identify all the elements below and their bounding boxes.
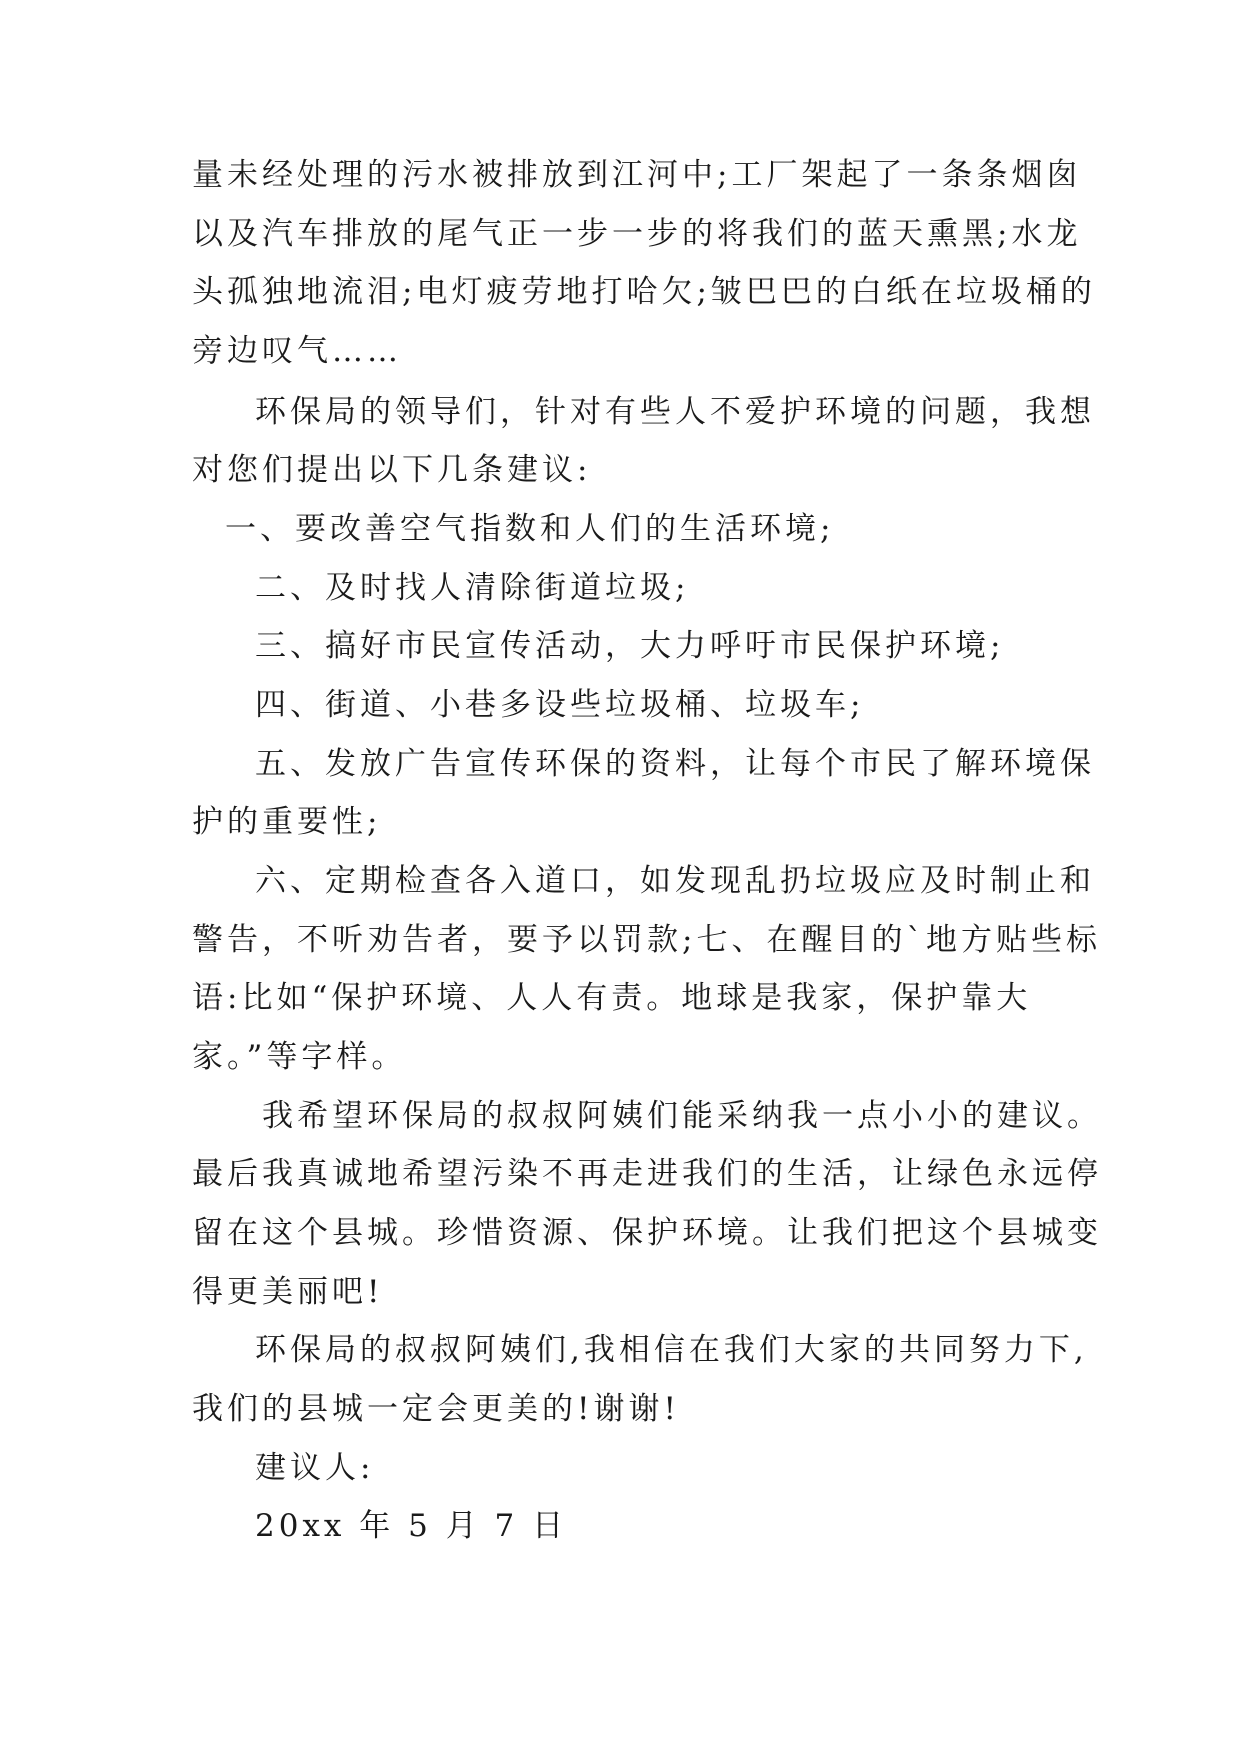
list-item-3: 三、搞好市民宣传活动，大力呼吁市民保护环境; bbox=[255, 628, 1005, 664]
list-item-4: 四、街道、小巷多设些垃圾桶、垃圾车; bbox=[255, 687, 865, 723]
text-line: 得更美丽吧! bbox=[192, 1274, 384, 1310]
text-line: 护的重要性; bbox=[192, 804, 382, 840]
text-line: 环保局的叔叔阿姨们,我相信在我们大家的共同努力下, bbox=[255, 1332, 1088, 1368]
text-line: 语:比如“保护环境、人人有责。地球是我家，保护靠大 bbox=[192, 980, 1032, 1016]
text-line: 家。”等字样。 bbox=[192, 1039, 407, 1075]
text-line: 环保局的领导们，针对有些人不爱护环境的问题，我想 bbox=[255, 394, 1095, 430]
signature-label: 建议人: bbox=[255, 1450, 375, 1486]
text-line: 我们的县城一定会更美的!谢谢! bbox=[192, 1391, 680, 1427]
text-line: 以及汽车排放的尾气正一步一步的将我们的蓝天熏黑;水龙 bbox=[192, 216, 1082, 252]
text-line: 我希望环保局的叔叔阿姨们能采纳我一点小小的建议。 bbox=[262, 1098, 1102, 1134]
list-item-6: 六、定期检查各入道口，如发现乱扔垃圾应及时制止和 bbox=[255, 863, 1095, 899]
list-item-1: 一、要改善空气指数和人们的生活环境; bbox=[225, 511, 835, 547]
list-item-2: 二、及时找人清除街道垃圾; bbox=[255, 570, 690, 606]
text-line: 留在这个县城。珍惜资源、保护环境。让我们把这个县城变 bbox=[192, 1215, 1102, 1251]
date-line: 20xx 年 5 月 7 日 bbox=[255, 1508, 568, 1544]
text-line: 头孤独地流泪;电灯疲劳地打哈欠;皱巴巴的白纸在垃圾桶的 bbox=[192, 274, 1096, 310]
text-line: 量未经处理的污水被排放到江河中;工厂架起了一条条烟囱 bbox=[192, 157, 1082, 193]
text-line: 最后我真诚地希望污染不再走进我们的生活，让绿色永远停 bbox=[192, 1156, 1102, 1192]
text-line: 对您们提出以下几条建议: bbox=[192, 452, 592, 488]
text-line: 警告，不听劝告者，要予以罚款;七、在醒目的`地方贴些标 bbox=[192, 922, 1101, 958]
text-line: 旁边叹气…… bbox=[192, 333, 402, 369]
list-item-5: 五、发放广告宣传环保的资料，让每个市民了解环境保 bbox=[255, 746, 1095, 782]
